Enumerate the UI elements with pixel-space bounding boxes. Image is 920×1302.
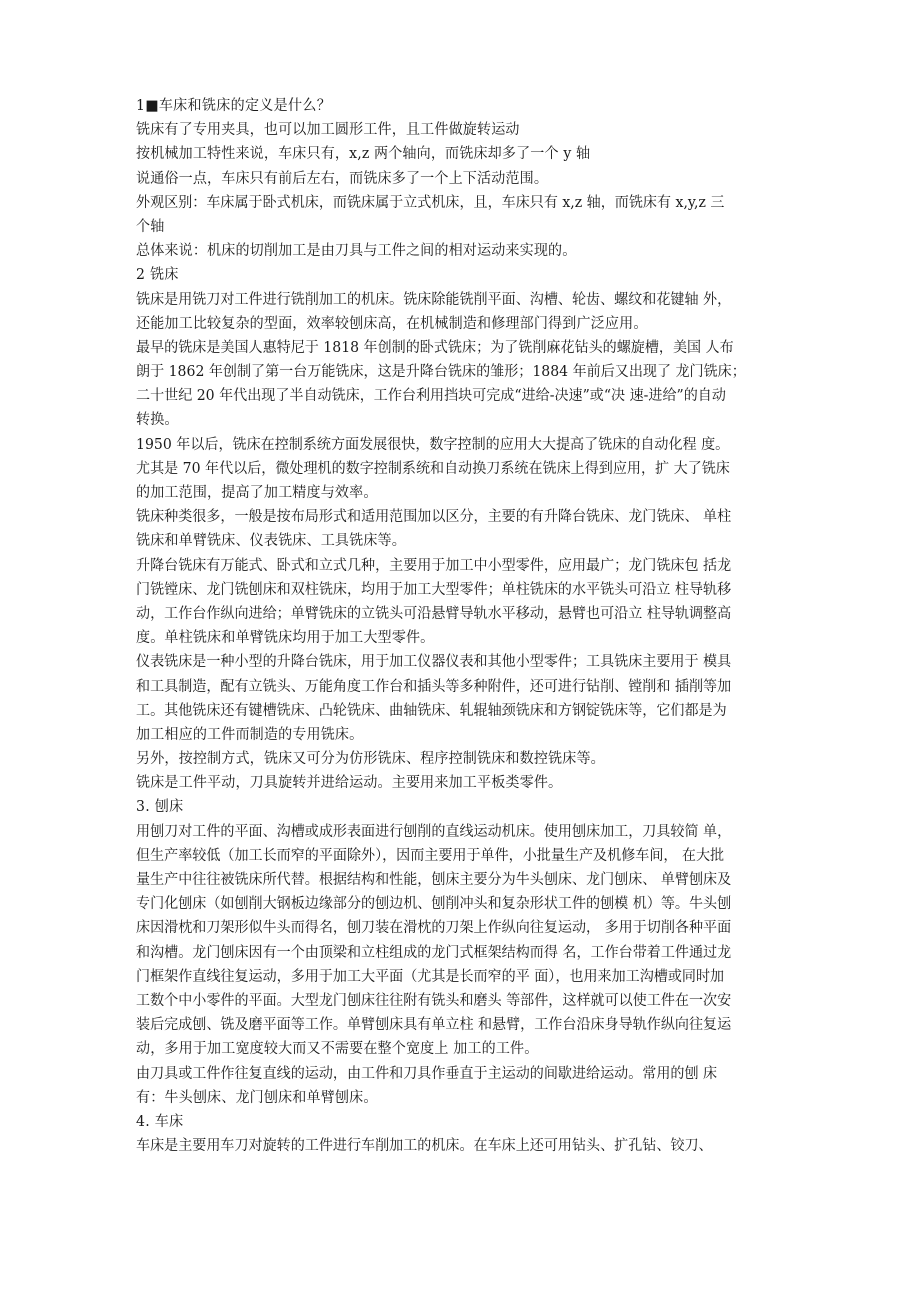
text-line: 门铣镗床、龙门铣刨床和双柱铣床，均用于加工大型零件；单柱铣床的水平铣头可沿立 柱导轨移 [136,581,732,598]
text-line: 尤其是 70 年代以后，微处理机的数字控制系统和自动换刀系统在铣床上得到应用，扩 大了铣床 [136,460,730,477]
text-line: 转换。 [136,412,179,429]
text-line: 门框架作直线往复运动，多用于加工大平面（尤其是长而窄的平 面），也用来加工沟槽或同时加 [136,968,725,985]
text-line: 工数个中小零件的平面。大型龙门刨床往往附有铣头和磨头 等部件，这样就可以使工件在一次安 [136,992,732,1009]
text-line: 动，工作台作纵向进给；单臂铣床的立铣头可沿悬臂导轨水平移动，悬臂也可沿立 柱导轨调整高 [136,605,732,622]
document-page [136,94,800,1158]
text-line: 按机械加工特性来说，车床只有，x,z 两个轴向，而铣床却多了一个 y 轴 [136,146,591,163]
text-line: 二十世纪 20 年代出现了半自动铣床，工作台利用挡块可完成“进给-决速”或“决 速-进给”的自动 [136,388,726,405]
text-line: 铣床种类很多，一般是按布局形式和适用范围加以区分，主要的有升降台铣床、龙门铣床、 单柱 [136,509,732,526]
section-heading-milling: 2 铣床 [136,267,179,284]
text-line: 车床是主要用车刀对旋转的工件进行车削加工的机床。在车床上还可用钻头、扩孔钻、铰刀、 [136,1138,713,1155]
text-line: 专门化刨床（如刨削大钢板边缘部分的刨边机、刨削冲头和复杂形状工件的刨模 机）等。牛头刨 [136,896,732,913]
text-line: 动，多用于加工宽度较大而又不需要在整个宽度上 加工的工件。 [136,1041,539,1058]
text-line: 和沟槽。龙门刨床因有一个由顶梁和立柱组成的龙门式框架结构而得 名，工作台带着工件通过龙 [136,944,732,961]
text-line: 1950 年以后，铣床在控制系统方面发展很快，数字控制的应用大大提高了铣床的自动化程 度。 [136,436,730,453]
text-line: 铣床是用铣刀对工件进行铣削加工的机床。铣床除能铣削平面、沟槽、轮齿、螺纹和花键轴 外， [136,291,732,308]
text-line: 另外，按控制方式，铣床又可分为仿形铣床、程序控制铣床和数控铣床等。 [136,751,605,768]
text-line: 朗于 1862 年创制了第一台万能铣床，这是升降台铣床的雏形；1884 年前后又出现了 龙门铣床； [136,364,746,381]
text-line: 装后完成刨、铣及磨平面等工作。单臂刨床具有单立柱 和悬臂，工作台沿床身导轨作纵向往复运 [136,1017,732,1034]
question-heading: 1■车床和铣床的定义是什么？ [136,98,332,114]
section-heading-lathe: 4. 车床 [136,1113,184,1130]
text-line: 还能加工比较复杂的型面，效率较刨床高，在机械制造和修理部门得到广泛应用。 [136,315,648,332]
text-line: 铣床有了专用夹具，也可以加工圆形工件，且工件做旋转运动 [136,122,520,139]
text-line: 铣床和单臂铣床、仪表铣床、工具铣床等。 [136,533,406,550]
text-line: 用刨刀对工件的平面、沟槽或成形表面进行刨削的直线运动机床。使用刨床加工，刀具较简 单， [136,823,732,840]
text-line: 量生产中往往被铣床所代替。根据结构和性能，刨床主要分为牛头刨床、龙门刨床、 单臂刨床及 [136,872,732,888]
section-heading-planer: 3. 刨床 [136,799,184,816]
text-line: 和工具制造，配有立铣头、万能角度工作台和插头等多种附件，还可进行钻削、镗削和 插削等加 [136,678,732,695]
text-line: 工。其他铣床还有键槽铣床、凸轮铣床、曲轴铣床、轧辊轴颈铣床和方钢锭铣床等，它们都是为 [136,702,727,719]
text-line: 个轴 [136,218,165,235]
text-line: 由刀具或工件作往复直线的运动，由工件和刀具作垂直于主运动的间歇进给运动。常用的刨 床 [136,1065,718,1082]
text-line: 外观区别：车床属于卧式机床，而铣床属于立式机床，且，车床只有 x,z 轴，而铣床有 x,y,z 三 [136,194,725,211]
text-line: 的加工范围，提高了加工精度与效率。 [136,485,378,501]
text-line: 加工相应的工件而制造的专用铣床。 [136,726,364,743]
text-line: 度。单柱铣床和单臂铣床均用于加工大型零件。 [136,630,435,647]
text-line: 有：牛头刨床、龙门刨床和单臂刨床。 [136,1089,378,1106]
text-line: 床因滑枕和刀架形似牛头而得名，刨刀装在滑枕的刀架上作纵向往复运动， 多用于切削各种平面 [136,920,732,937]
text-line: 说通俗一点，车床只有前后左右，而铣床多了一个上下活动范围。 [136,170,549,187]
text-line: 最早的铣床是美国人惠特尼于 1818 年创制的卧式铣床；为了铣削麻花钻头的螺旋槽，美国 人布 [136,339,734,356]
text-line: 铣床是工件平动，刀具旋转并进给运动。主要用来加工平板类零件。 [136,775,563,792]
text-line: 但生产率较低（加工长而窄的平面除外），因而主要用于单件，小批量生产及机修车间， 在大批 [136,847,725,864]
text-line: 升降台铣床有万能式、卧式和立式几种，主要用于加工中小型零件，应用最广；龙门铣床包 括龙 [136,557,732,574]
text-line: 总体来说：机床的切削加工是由刀具与工件之间的相对运动来实现的。 [136,243,577,260]
text-line: 仪表铣床是一种小型的升降台铣床，用于加工仪器仪表和其他小型零件；工具铣床主要用于 模具 [136,654,732,671]
